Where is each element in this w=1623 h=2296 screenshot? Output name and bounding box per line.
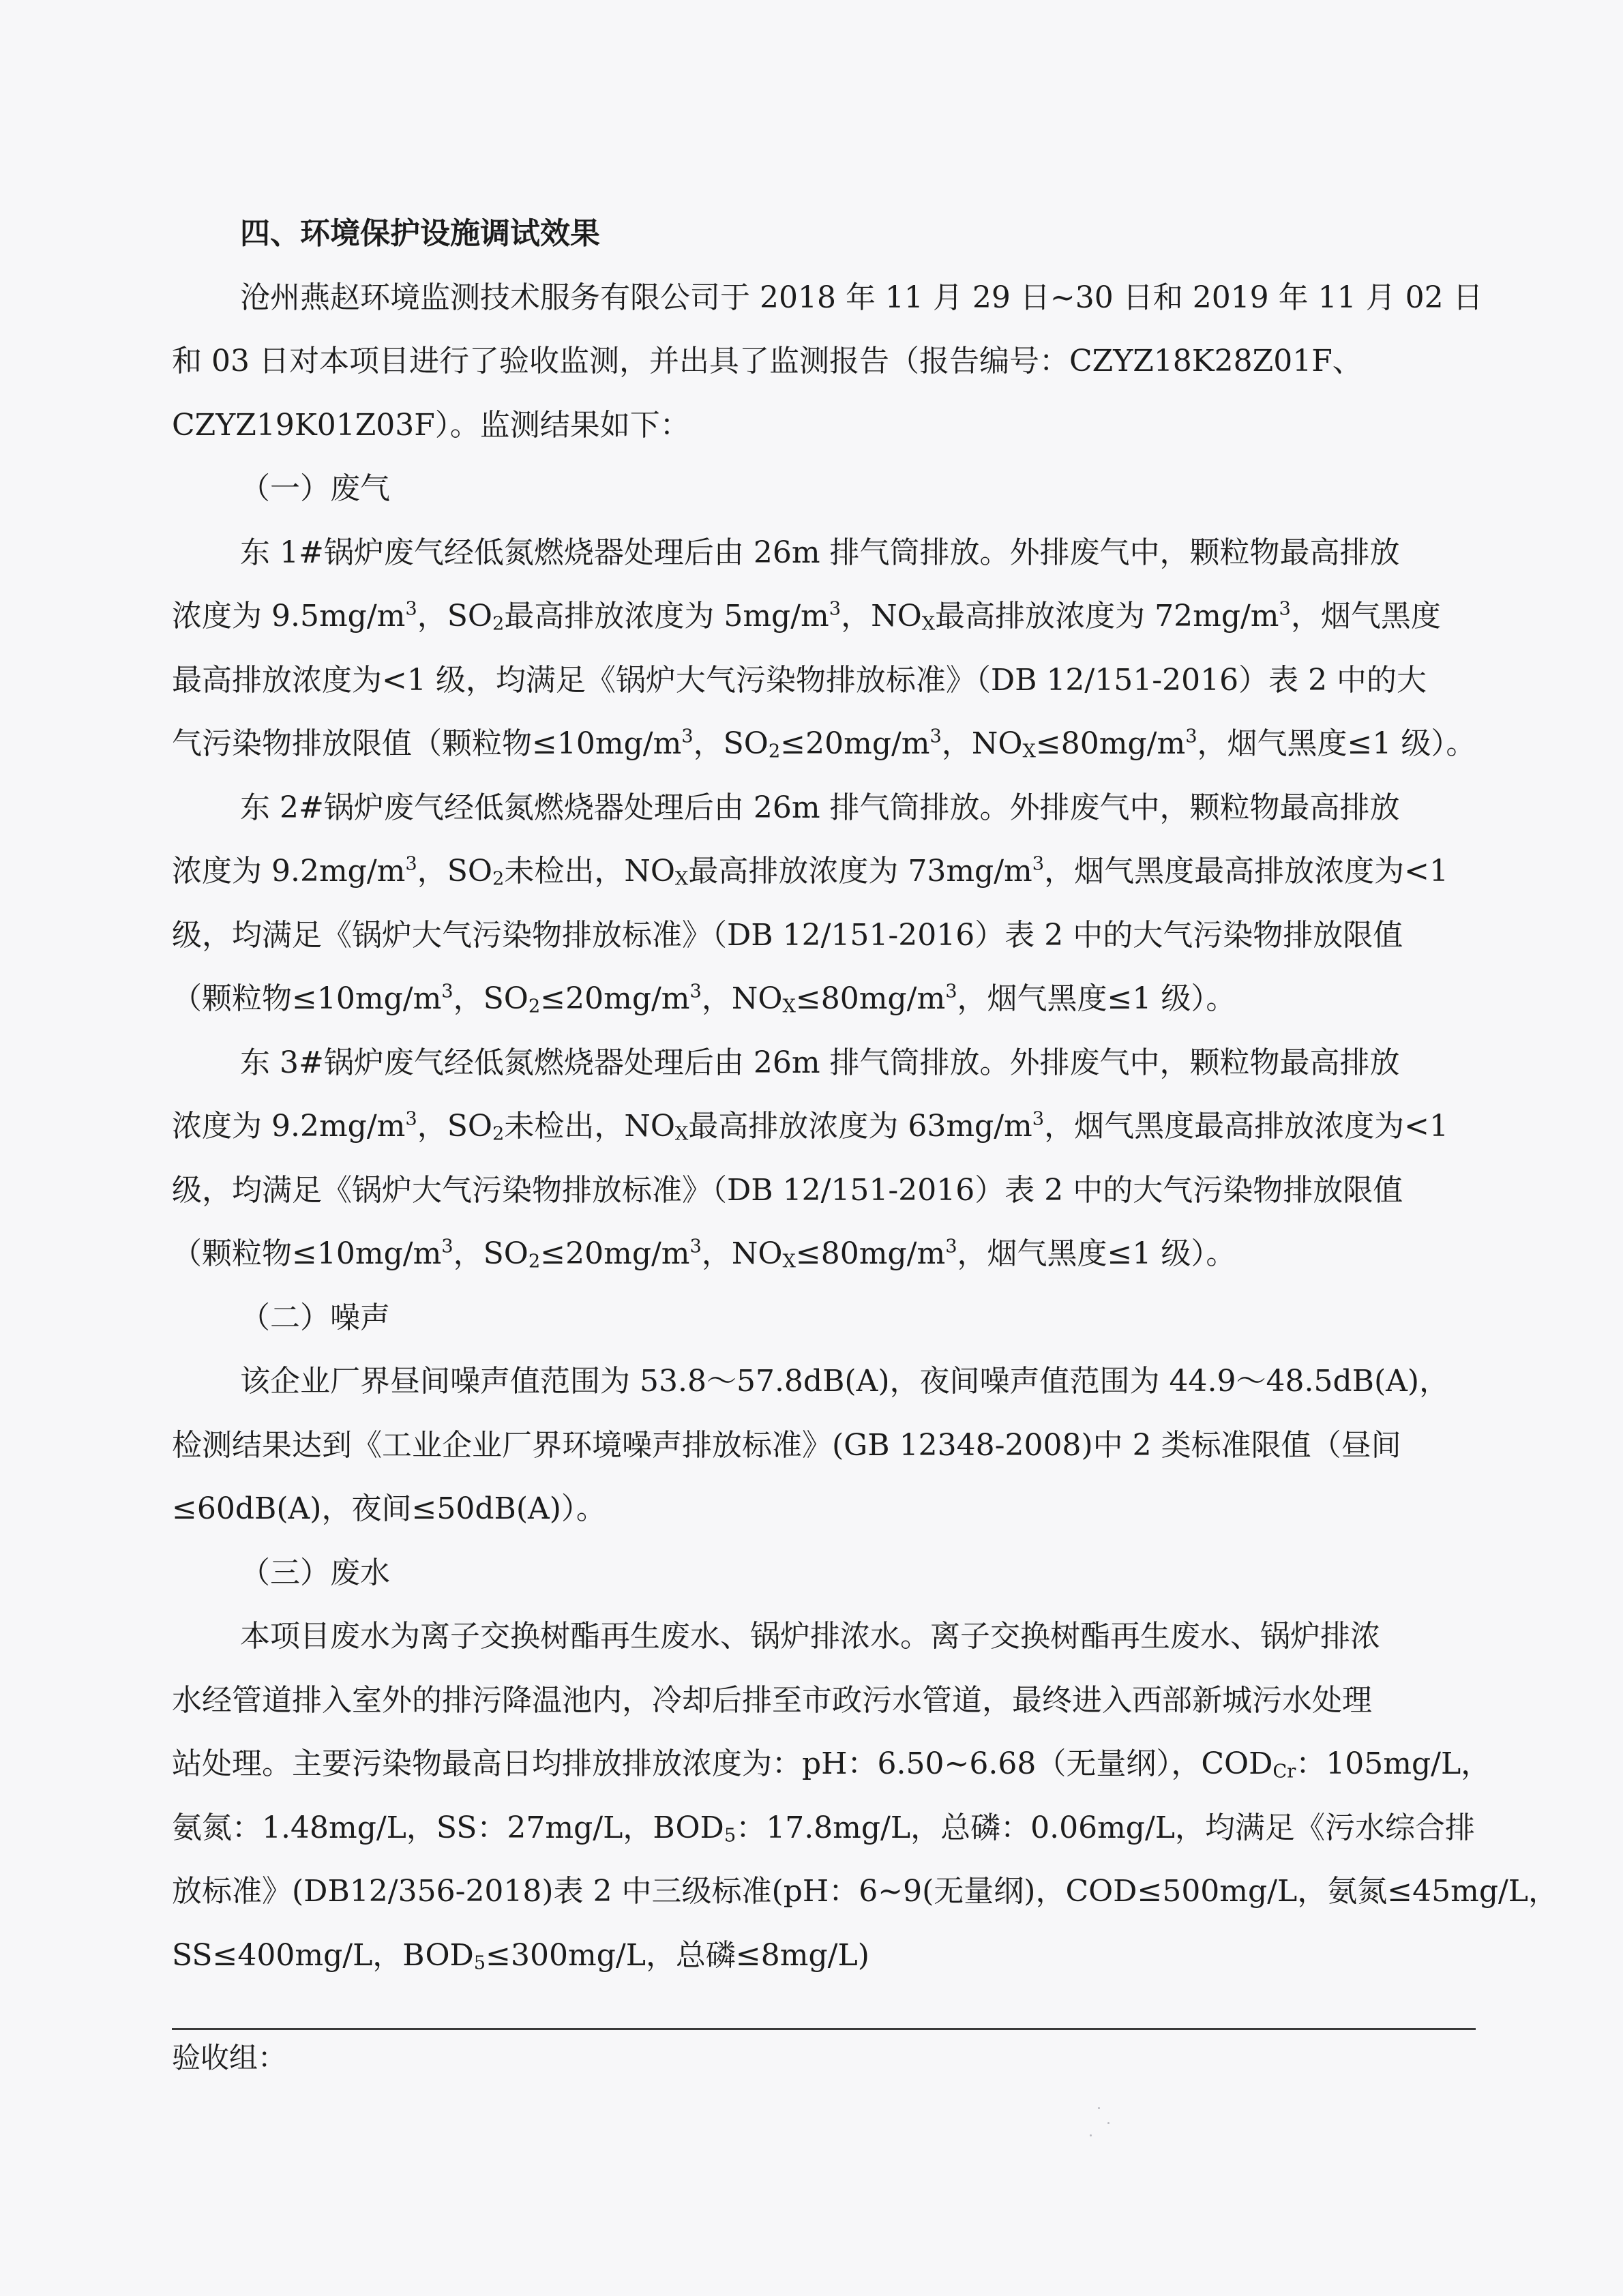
noise-line-2: 检测结果达到《工业企业厂界环境噪声排放标准》(GB 12348-2008)中 2 类标准限值（昼间 [172,1427,1401,1463]
exhaust-heading: （一）废气 [240,471,390,506]
intro-line-2: 和 03 日对本项目进行了验收监测，并出具了监测报告（报告编号：CZYZ18K28Z01F、 [172,344,1363,378]
intro-line-1: 沧州燕赵环境监测技术服务有限公司于 2018 年 11 月 29 日~30 日和 2019 年 11 月 02 日 [240,280,1483,315]
scan-speck [1107,2122,1110,2124]
wastewater-line-2: 水经管道排入室外的排污降温池内，冷却后排至市政污水管道，最终进入西部新城污水处理 [172,1682,1372,1718]
east1-line-3: 最高排放浓度为<1 级，均满足《锅炉大气污染物排放标准》（DB 12/151-2016）表 2 中的大 [172,662,1427,698]
document-body [172,202,1559,1987]
wastewater-line-3: 站处理。主要污染物最高日均排放排放浓度为：pH：6.50~6.68（无量纲），$COD_{Cr}$：105mg/L， [172,1746,1491,1783]
intro-line-3: CZYZ19K01Z03F）。监测结果如下： [172,407,690,443]
east3-line-4: （颗粒物$\le 10mg/m^3$，$SO_2\le 20mg/m^3$，$NO_X\le 80mg/m^3$，烟气黑度≤1 级）。 [172,1236,1236,1272]
wastewater-heading: （三）废水 [240,1555,390,1590]
footer-label: 验收组： [172,2041,287,2074]
east1-line-1: 东 1#锅炉废气经低氮燃烧器处理后由 26m 排气筒排放。外排废气中，颗粒物最高排放 [240,535,1400,570]
east3-line-1: 东 3#锅炉废气经低氮燃烧器处理后由 26m 排气筒排放。外排废气中，颗粒物最高排放 [240,1045,1400,1080]
east1-line-4: 气污染物排放限值（颗粒物$\le 10mg/m^3$，$SO_2\le 20mg/m^3$，$NO_X\le 80mg/m^3$，烟气黑度≤1 级）。 [172,726,1476,762]
noise-heading: （二）噪声 [240,1300,390,1335]
wastewater-line-4: 氨氮：1.48mg/L，SS：27mg/L，$BOD_5$：17.8mg/L，总磷：0.06mg/L，均满足《污水综合排 [172,1810,1476,1846]
east1-line-2: 浓度为 $9.5mg/m^3$，$SO_2$最高排放浓度为 $5mg/m^3$，$NO_X$最高排放浓度为 $72mg/m^3$，烟气黑度 [172,598,1441,635]
noise-line-3: ≤60dB(A)，夜间≤50dB(A)）。 [172,1491,606,1526]
east3-line-3: 级，均满足《锅炉大气污染物排放标准》（DB 12/151-2016）表 2 中的大气污染物排放限值 [172,1172,1403,1208]
footer-divider [172,2028,1476,2030]
east2-line-1: 东 2#锅炉废气经低氮燃烧器处理后由 26m 排气筒排放。外排废气中，颗粒物最高排放 [240,790,1400,825]
noise-line-1: 该企业厂界昼间噪声值范围为 53.8～57.8dB(A)，夜间噪声值范围为 44.9～48.5dB(A)， [240,1364,1450,1399]
scan-speck [1098,2107,1100,2109]
east3-line-2: 浓度为 $9.2mg/m^3$，$SO_2$未检出，$NO_X$最高排放浓度为 $63mg/m^3$，烟气黑度最高排放浓度为<1 [172,1108,1448,1145]
wastewater-line-6: SS≤400mg/L，$BOD_5\le 300mg/L$，总磷≤8mg/L) [172,1937,869,1973]
east2-line-4: （颗粒物$\le 10mg/m^3$，$SO_2\le 20mg/m^3$，$NO_X\le 80mg/m^3$，烟气黑度≤1 级）。 [172,981,1236,1017]
wastewater-line-5: 放标准》(DB12/356-2018)表 2 中三级标准(pH：6~9(无量纲)，COD≤500mg/L，氨氮≤45mg/L， [172,1874,1559,1909]
east2-line-2: 浓度为 $9.2mg/m^3$，$SO_2$未检出，$NO_X$最高排放浓度为 $73mg/m^3$，烟气黑度最高排放浓度为<1 [172,853,1448,890]
east2-line-3: 级，均满足《锅炉大气污染物排放标准》（DB 12/151-2016）表 2 中的大气污染物排放限值 [172,917,1403,953]
section-title: 四、环境保护设施调试效果 [240,216,600,251]
wastewater-line-1: 本项目废水为离子交换树酯再生废水、锅炉排浓水。离子交换树酯再生废水、锅炉排浓 [240,1619,1380,1654]
scan-speck [1090,2134,1092,2136]
